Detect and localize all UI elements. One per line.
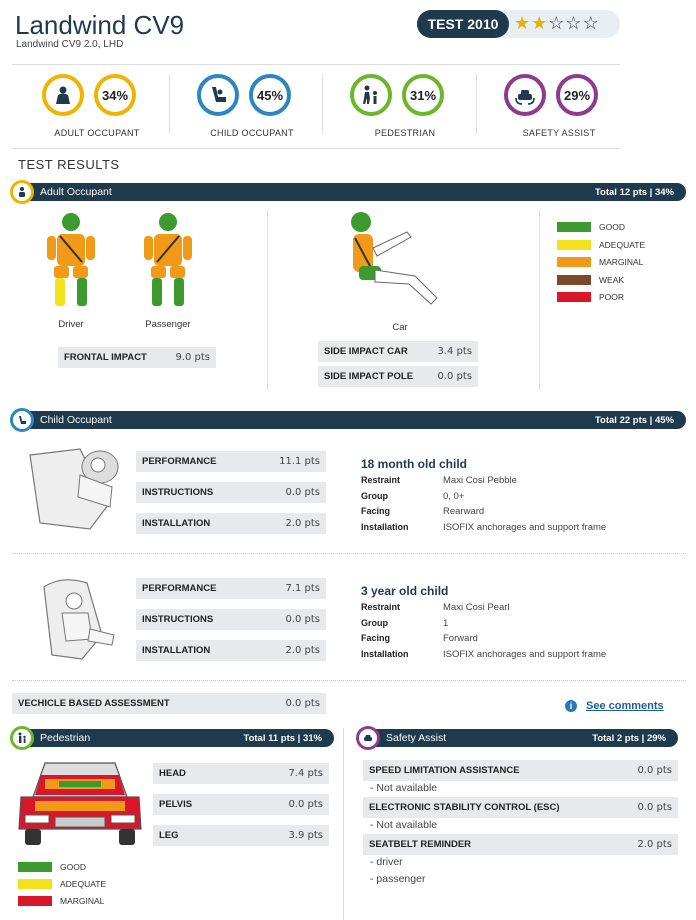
test-year-badge: TEST 2010 (417, 10, 509, 38)
pedestrian-car-front-image (15, 757, 145, 849)
child-info-value: 0, 0+ (443, 490, 465, 502)
percent-badge: 34% (94, 74, 136, 116)
summary-row (12, 66, 620, 146)
pedestrian-icon (10, 726, 34, 750)
row-value: 0.0 pts (637, 802, 672, 813)
percent-badge: 45% (249, 74, 291, 116)
safety-item-note: - Not available (370, 819, 438, 831)
side-impact-pole-row (318, 366, 478, 387)
legend-swatch (18, 896, 52, 906)
child-occupant-bar (12, 411, 686, 429)
car-label: Car (392, 322, 408, 333)
star-rating (514, 13, 600, 34)
row-label: PERFORMANCE (142, 456, 217, 467)
row-value: 11.1 pts (279, 456, 320, 467)
row-value: 7.4 pts (288, 768, 323, 779)
legend-label: ADEQUATE (599, 239, 646, 250)
divider (169, 74, 170, 134)
pedestrian-icon (350, 74, 392, 116)
row-label: INSTRUCTIONS (142, 614, 214, 625)
child-info-value: Rearward (443, 506, 485, 517)
test-results-heading: TEST RESULTS (18, 157, 120, 172)
row-label: SPEED LIMITATION ASSISTANCE (369, 765, 520, 776)
summary-child-occupant (177, 66, 327, 146)
summary-label: PEDESTRIAN (374, 128, 436, 138)
child-seat-icon (10, 408, 34, 432)
child-info-label: Restraint (361, 602, 401, 612)
row-label: PELVIS (159, 799, 193, 810)
child-installation-row (136, 640, 326, 661)
vehicle-based-assessment-row (12, 693, 326, 714)
see-comments-link[interactable]: See comments (586, 700, 664, 712)
row-value: 3.9 pts (288, 830, 323, 841)
child-seat-icon (197, 74, 239, 116)
row-label: PERFORMANCE (142, 583, 217, 594)
safety-item-row (363, 760, 678, 781)
row-value: 0.0 pts (285, 487, 320, 498)
row-label: INSTRUCTIONS (142, 487, 214, 498)
legend-item (557, 240, 677, 252)
frontal-impact-label: FRONTAL IMPACT (64, 352, 147, 363)
legend-label: GOOD (60, 862, 86, 872)
child-info-value: ISOFIX anchorages and support frame (443, 521, 607, 533)
rearward-child-seat-image (20, 445, 125, 535)
pedestrian-head-row (153, 763, 329, 784)
child-info-value: Maxi Cosi Pearl (443, 602, 510, 613)
car-hands-icon (504, 74, 546, 116)
frontal-impact-row (58, 347, 216, 368)
legend-item (557, 222, 677, 234)
driver-label: Driver (58, 319, 84, 330)
adult-icon (42, 74, 84, 116)
row-label: ELECTRONIC STABILITY CONTROL (ESC) (369, 802, 560, 813)
row-value: 0.0 pts (285, 614, 320, 625)
legend-swatch (557, 292, 591, 302)
divider (12, 148, 620, 149)
legend-swatch (557, 275, 591, 285)
page-subtitle: Landwind CV9 2.0, LHD (16, 39, 124, 50)
row-value: 2.0 pts (285, 518, 320, 529)
row-value: 0.0 pts (637, 765, 672, 776)
divider (539, 210, 540, 390)
legend-item (18, 862, 138, 874)
legend-item (18, 879, 138, 891)
info-icon: i (565, 700, 577, 712)
pedestrian-bar (12, 729, 334, 747)
legend-swatch (557, 240, 591, 250)
adult-occupant-bar (12, 183, 686, 201)
pedestrian-legend (18, 862, 138, 912)
child-info-value: ISOFIX anchorages and support frame (443, 648, 607, 660)
forward-child-seat-image (32, 575, 122, 665)
legend-label: WEAK (599, 274, 625, 285)
child-info-label: Installation (361, 521, 409, 532)
legend-item (557, 275, 677, 287)
side-impact-pole-value: 0.0 pts (437, 371, 472, 382)
adult-occupant-total: Total 12 pts | 34% (594, 187, 674, 198)
side-impact-car-value: 3.4 pts (437, 346, 472, 357)
safety-item-note: - driver (370, 856, 403, 868)
row-label: INSTALLATION (142, 518, 211, 529)
row-label: HEAD (159, 768, 186, 779)
percent-badge: 31% (402, 74, 444, 116)
child-info-value: Maxi Cosi Pebble (443, 475, 517, 486)
summary-pedestrian (330, 66, 480, 146)
percent-badge: 29% (556, 74, 598, 116)
child-installation-row (136, 513, 326, 534)
row-value: 0.0 pts (288, 799, 323, 810)
row-label: INSTALLATION (142, 645, 211, 656)
adult-occupant-title: Adult Occupant (40, 186, 112, 198)
legend-label: ADEQUATE (60, 879, 107, 889)
pedestrian-pelvis-row (153, 794, 329, 815)
child-occupant-title: Child Occupant (40, 414, 112, 426)
legend-label: MARGINAL (60, 896, 105, 906)
side-impact-pole-label: SIDE IMPACT POLE (324, 371, 414, 382)
passenger-dummy-figure (137, 210, 199, 310)
star-empty-icon: ☆ (565, 13, 583, 33)
summary-label: CHILD OCCUPANT (210, 128, 294, 138)
vehicle-based-assessment-value: 0.0 pts (285, 698, 320, 709)
pedestrian-leg-row (153, 825, 329, 846)
child-info-label: Group (361, 490, 388, 501)
summary-label: SAFETY ASSIST (522, 128, 596, 138)
child-performance-row (136, 578, 326, 599)
safety-assist-total: Total 2 pts | 29% (592, 733, 666, 744)
divider (322, 74, 323, 134)
page-title: Landwind CV9 (15, 10, 185, 40)
summary-adult-occupant (22, 66, 172, 146)
adult-legend (557, 222, 677, 312)
child-info-label: Restraint (361, 475, 401, 485)
child-info-value: Forward (443, 633, 478, 644)
legend-label: GOOD (599, 222, 625, 232)
side-impact-dummy-figure (345, 210, 455, 310)
row-value: 7.1 pts (285, 583, 320, 594)
star-empty-icon: ☆ (548, 13, 566, 33)
star-empty-icon: ☆ (582, 13, 600, 33)
star-filled-icon: ★ (531, 13, 549, 33)
child-age-heading: 3 year old child (361, 584, 449, 598)
star-filled-icon: ★ (514, 13, 532, 33)
legend-swatch (18, 862, 52, 872)
child-age-heading: 18 month old child (361, 457, 468, 471)
row-label: SEATBELT REMINDER (369, 839, 472, 850)
safety-assist-bar (358, 729, 678, 747)
adult-icon (10, 180, 34, 204)
row-value: 2.0 pts (285, 645, 320, 656)
legend-item (557, 257, 677, 269)
divider (343, 728, 344, 920)
child-performance-row (136, 451, 326, 472)
legend-label: MARGINAL (599, 257, 644, 267)
passenger-label: Passenger (145, 319, 191, 330)
legend-item (18, 896, 138, 908)
child-info-value: 1 (443, 617, 449, 629)
frontal-impact-value: 9.0 pts (175, 352, 210, 363)
safety-assist-title: Safety Assist (386, 732, 447, 744)
child-info-label: Group (361, 617, 388, 628)
car-hands-icon (356, 726, 380, 750)
divider (12, 553, 686, 554)
driver-dummy-figure (40, 210, 102, 310)
safety-item-note: - passenger (370, 873, 426, 885)
pedestrian-total: Total 11 pts | 31% (243, 733, 322, 744)
legend-item (557, 292, 677, 304)
legend-swatch (557, 222, 591, 232)
legend-swatch (557, 257, 591, 267)
row-value: 2.0 pts (637, 839, 672, 850)
child-instructions-row (136, 609, 326, 630)
safety-item-row (363, 834, 678, 855)
child-info-label: Facing (361, 633, 391, 643)
safety-item-note: - Not available (370, 782, 438, 794)
summary-safety-assist (484, 66, 634, 146)
child-info-label: Facing (361, 506, 391, 516)
divider (267, 210, 268, 390)
summary-label: ADULT OCCUPANT (54, 128, 140, 138)
legend-swatch (18, 879, 52, 889)
safety-item-row (363, 797, 678, 818)
divider (12, 64, 620, 65)
child-instructions-row (136, 482, 326, 503)
divider (12, 680, 686, 681)
child-info-label: Installation (361, 648, 409, 659)
side-impact-car-label: SIDE IMPACT CAR (324, 346, 408, 357)
row-label: LEG (159, 830, 179, 841)
side-impact-car-row (318, 341, 478, 362)
pedestrian-title: Pedestrian (40, 732, 91, 744)
child-occupant-total: Total 22 pts | 45% (594, 415, 674, 426)
legend-label: POOR (599, 292, 625, 302)
vehicle-based-assessment-label: VECHICLE BASED ASSESSMENT (18, 698, 170, 709)
divider (476, 74, 477, 134)
